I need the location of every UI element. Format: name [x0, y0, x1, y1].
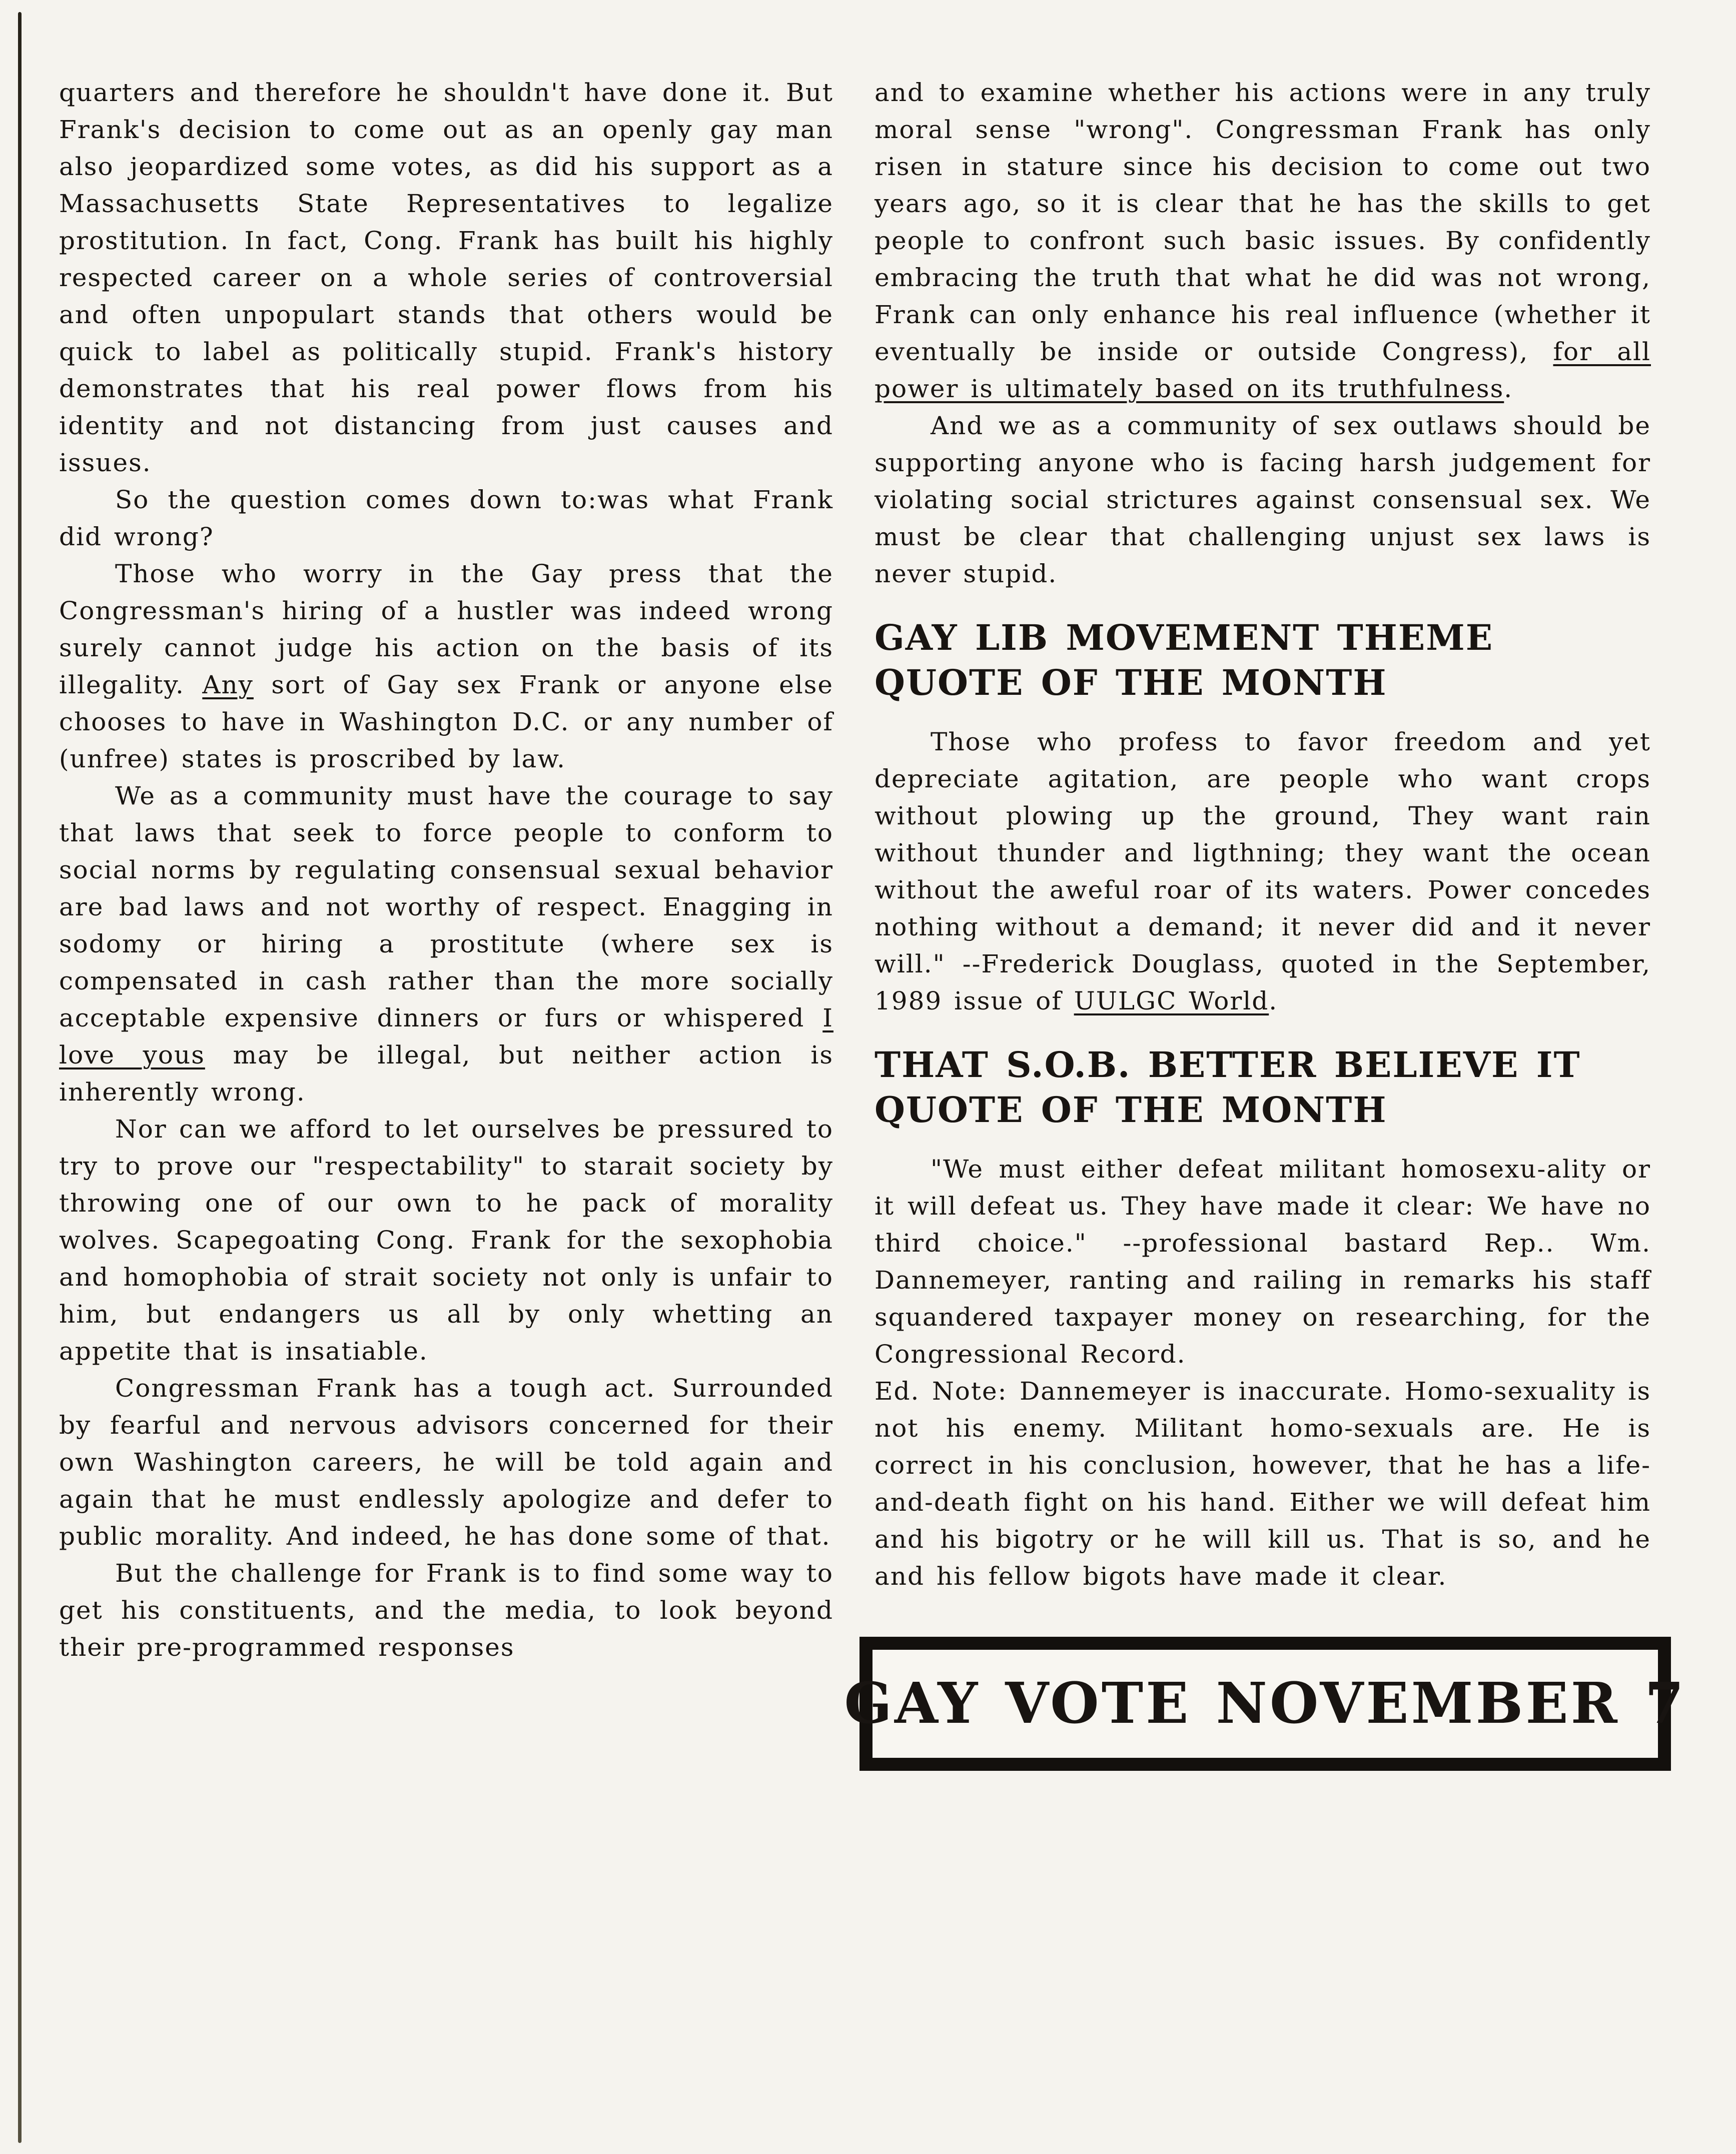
paragraph [59, 481, 833, 555]
section-heading-line: QUOTE OF THE MONTH [875, 662, 1387, 703]
paragraph [875, 1151, 1651, 1373]
paragraph [59, 1111, 833, 1370]
text-run: sort of Gay sex Frank or anyone else chooses to have in Washington D.C. or any number of (unfree) states is proscribed by law. [59, 670, 833, 773]
underlined-text: I love yous [59, 1003, 833, 1069]
text-run: And we as a community of sex outlaws should be supporting anyone who is facing harsh judgement for violating social strictures against consensual sex. We must be clear that challenging unjust sex laws is never stupid. [875, 411, 1651, 588]
text-run: Congressman Frank has a tough act. Surrounded by fearful and nervous advisors concerned for their own Washington careers, he will be told again and again that he must endlessly apologize and defer to public morality. And indeed, he has done some of that. [59, 1374, 833, 1551]
gay-vote-text: GAY VOTE NOVEMBER 7 [844, 1671, 1686, 1736]
scan-edge-line [18, 12, 22, 2143]
section-heading-line: THAT S.O.B. BETTER BELIEVE IT [875, 1044, 1581, 1086]
paragraph [875, 1373, 1651, 1595]
text-run: and to examine whether his actions were in any truly moral sense "wrong". Congressman Frank has only risen in stature since his decision to come out two years ago, so it is clear that he has the skills to get people to confront such basic issues. By confidently embracing the truth that what he did was not wrong, Frank can only enhance his real influence (whether it eventually be inside or outside Congress), [875, 78, 1651, 366]
paragraph [59, 1555, 833, 1666]
section-heading [875, 1042, 1651, 1133]
text-run: Nor can we afford to let ourselves be pressured to try to prove our "respectability" to starait society by throwing one of our own to he pack of morality wolves. Scapegoating Cong. Frank for the sexophobia and homophobia of strait society not only is unfair to him, but endangers us all by only whetting an appetite that is insatiable. [59, 1115, 833, 1366]
section-heading-line: GAY LIB MOVEMENT THEME [875, 617, 1494, 658]
text-run: . [1504, 374, 1513, 403]
text-run: We as a community must have the courage to say that laws that seek to force people to conform to social norms by regulating consensual sexual behavior are bad laws and not worthy of respect. Enagging in sodomy or hiring a prostitute (where sex is compensated in cash rather than the more socially acceptable expensive dinners or furs or whispered [59, 781, 833, 1032]
left-column [59, 74, 833, 1666]
underlined-text: for all power is ultimately based on its truthfulness [875, 337, 1651, 403]
text-run: Those who profess to favor freedom and yet depreciate agitation, are people who want crops without plowing up the ground, They want rain without thunder and ligthning; they want the ocean without the aweful roar of its waters. Power concedes nothing without a demand; it never did and it never will." --Frederick Douglass, quoted in the September, 1989 issue of [875, 727, 1651, 1015]
paragraph [59, 777, 833, 1111]
text-run: So the question comes down to:was what Frank did wrong? [59, 485, 833, 551]
right-column [844, 74, 1686, 1771]
underlined-text: UULGC World [1074, 986, 1269, 1015]
paragraph [875, 407, 1651, 592]
section-heading [875, 615, 1651, 705]
text-run: quarters and therefore he shouldn't have done it. But Frank's decision to come out as an openly gay man also jeopardized some votes, as did his support as a Massachusetts State Representatives to legalize prostitution. In fact, Cong. Frank has built his highly respected career on a whole series of controversial and often unpopulart stands that others would be quick to label as politically stupid. Frank's history demonstrates that his real power flows from his identity and not distancing from just causes and issues. [59, 78, 833, 477]
text-run: "We must either defeat militant homosexu-ality or it will defeat us. They have made it clear: We have no third choice." --professional bastard Rep.. Wm. Dannemeyer, ranting and railing in remarks his staff squandered taxpayer money on researching, for the Congressional Record. [875, 1155, 1651, 1369]
underlined-text: Any [202, 670, 254, 699]
paragraph [875, 723, 1651, 1019]
section-heading-line: QUOTE OF THE MONTH [875, 1089, 1387, 1131]
paragraph [59, 555, 833, 777]
text-run: Those who worry in the Gay press that the Congressman's hiring of a hustler was indeed wrong surely cannot judge his action on the basis of its illegality. [59, 559, 833, 699]
text-run: may be illegal, but neither action is inherently wrong. [59, 1040, 833, 1107]
gay-vote-box [844, 1637, 1686, 1771]
text-run: But the challenge for Frank is to find some way to get his constituents, and the media, to look beyond their pre-programmed responses [59, 1559, 833, 1662]
text-run: Ed. Note: Dannemeyer is inaccurate. Homo-sexuality is not his enemy. Militant homo-sexuals are. He is correct in his conclusion, however, that he has a life-and-death fight on his hand. Either we will defeat him and his bigotry or he will kill us. That is so, and he and his fellow bigots have made it clear. [875, 1377, 1651, 1591]
paragraph [59, 1370, 833, 1555]
paragraph [59, 74, 833, 481]
paragraph [875, 74, 1651, 407]
text-run: . [1269, 986, 1278, 1015]
